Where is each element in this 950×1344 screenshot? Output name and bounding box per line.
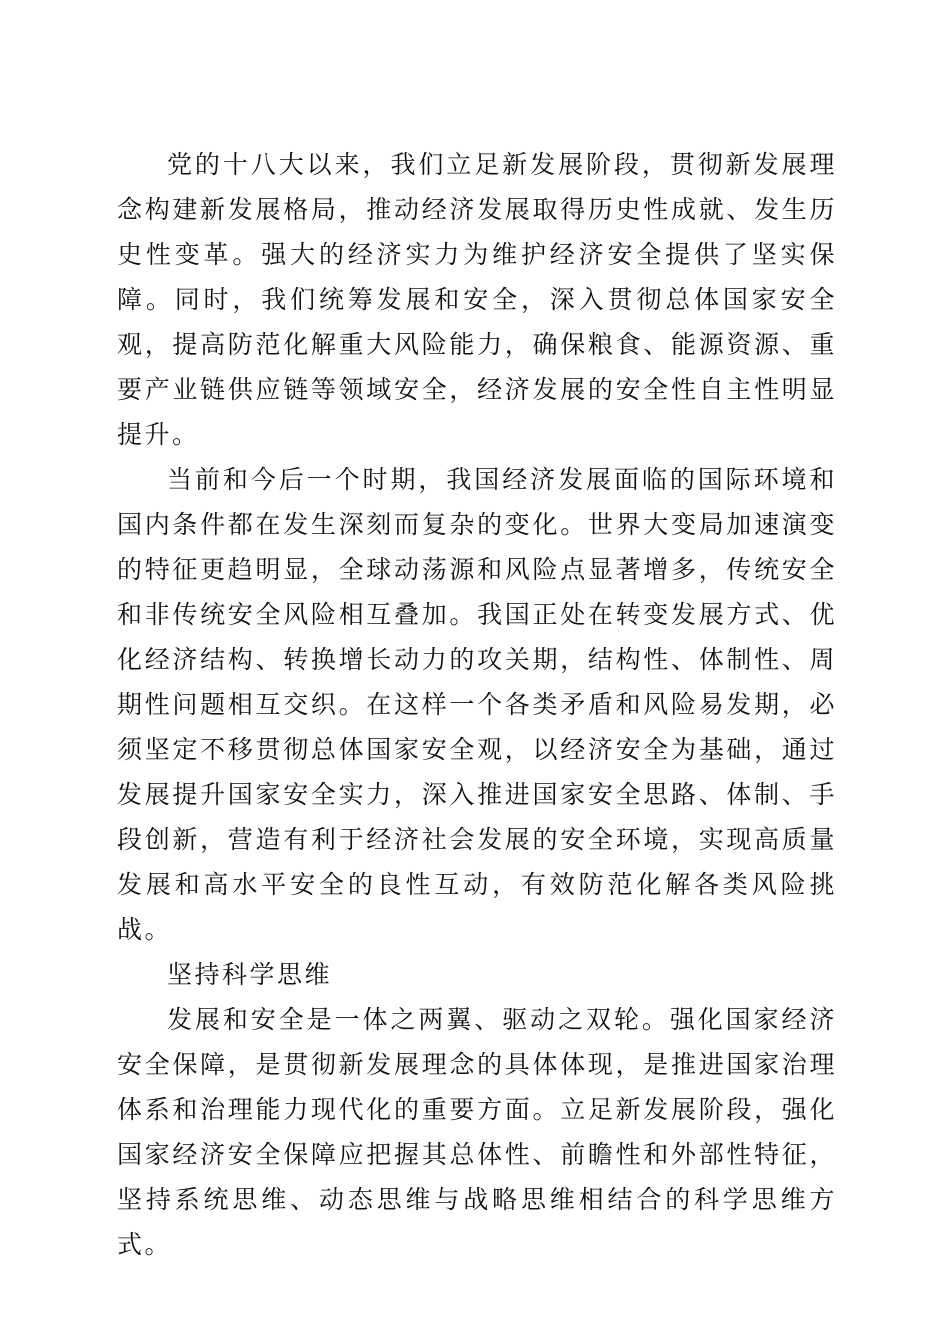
section-heading: 坚持科学思维 <box>167 960 333 989</box>
paragraph-2: 当前和今后一个时期，我国经济发展面临的国际环境和国内条件都在发生深刻而复杂的变化。世界大变局加速演变的特征更趋明显，全球动荡源和风险点显著增多，传统安全和非传统安全风险相互叠加。我国正处在转变发展方式、优化经济结构、转换增长动力的攻关期，结构性、体制性、周期性问题相互交织。在这样一个各类矛盾和风险易发期，必须坚定不移贯彻总体国家安全观，以经济安全为基础，通过发展提升国家安全实力，深入推进国家安全思路、体制、手段创新，营造有利于经济社会发展的安全环境，实现高质量发展和高水平安全的良性互动，有效防范化解各类风险挑战。 <box>117 465 837 944</box>
document-body <box>117 142 837 1267</box>
paragraph-1: 党的十八大以来，我们立足新发展阶段，贯彻新发展理念构建新发展格局，推动经济发展取得历史性成就、发生历史性变革。强大的经济实力为维护经济安全提供了坚实保障。同时，我们统筹发展和安全，深入贯彻总体国家安全观，提高防范化解重大风险能力，确保粮食、能源资源、重要产业链供应链等领域安全，经济发展的安全性自主性明显提升。 <box>117 150 837 449</box>
paragraph-3: 发展和安全是一体之两翼、驱动之双轮。强化国家经济安全保障，是贯彻新发展理念的具体体现，是推进国家治理体系和治理能力现代化的重要方面。立足新发展阶段，强化国家经济安全保障应把握其总体性、前瞻性和外部性特征，坚持系统思维、动态思维与战略思维相结合的科学思维方式。 <box>117 1005 837 1259</box>
